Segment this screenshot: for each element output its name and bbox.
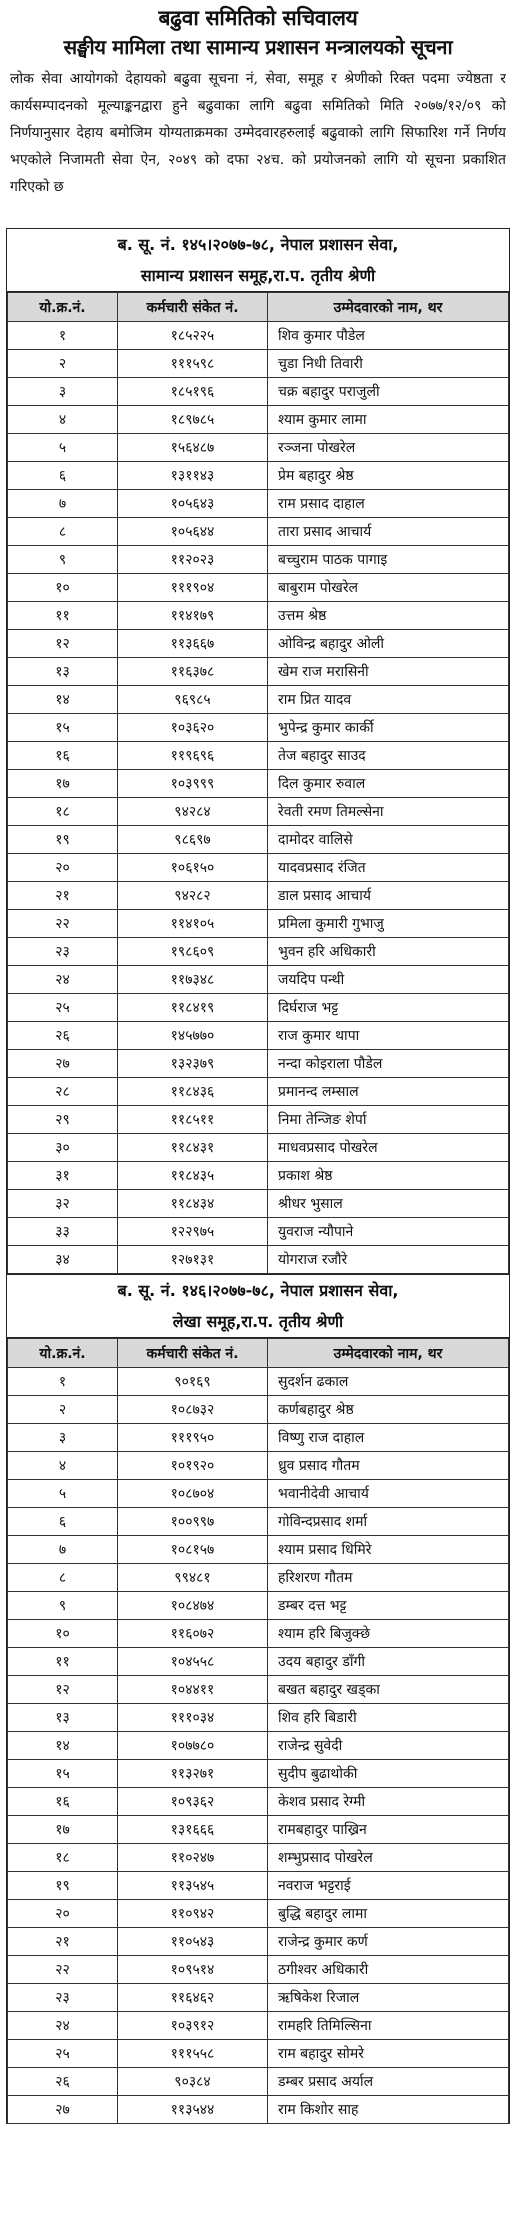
- employee-code-cell: ११०९४२: [118, 1900, 268, 1928]
- table-header-row: [8, 1339, 509, 1368]
- table-header-row: [8, 293, 509, 322]
- employee-code-cell: ११८४३४: [118, 1190, 268, 1218]
- candidate-name-cell: बुद्धि बहादुर लामा: [268, 1900, 509, 1928]
- candidate-name-cell: भुवन हरि अधिकारी: [268, 938, 509, 966]
- serial-cell: ५: [8, 434, 118, 462]
- candidate-name-cell: सुदर्शन ढकाल: [268, 1368, 509, 1396]
- intro-paragraph: लोक सेवा आयोगको देहायको बढुवा सूचना नं, सेवा, समूह र श्रेणीको रिक्त पदमा ज्येष्ठता र कार्यसम्पादनको मूल्याङ्कनद्वारा हुने बढुवाका लागि बढुवा समितिको मिति २०७७/१२/०९ को निर्णयानुसार देहाय बमोजिम योग्यताक्रमका उम्मेदवारहरुलाई बढुवाको लागि सिफारिश गर्ने निर्णय भएकोले निजामती सेवा ऐन, २०४९ को दफा २४च. को प्रयोजनको लागि यो सूचना प्रकाशित गरिएको छ: [10, 71, 506, 195]
- table-row: [8, 1106, 509, 1134]
- candidate-name-cell: श्याम प्रसाद धिमिरे: [268, 1536, 509, 1564]
- candidate-name-cell: राम बहादुर सोमरे: [268, 2040, 509, 2068]
- table-row: [8, 1564, 509, 1592]
- serial-cell: ७: [8, 490, 118, 518]
- employee-code-cell: १०३६२०: [118, 714, 268, 742]
- employee-code-cell: १८९७८५: [118, 406, 268, 434]
- serial-cell: ३४: [8, 1246, 118, 1274]
- candidate-table: [7, 1338, 509, 2124]
- candidate-name-cell: प्रमिला कुमारी गुभाजु: [268, 910, 509, 938]
- employee-code-cell: १३१६६६: [118, 1816, 268, 1844]
- candidate-name-cell: रञ्जना पोखरेल: [268, 434, 509, 462]
- page-title: बढुवा समितिको सचिवालय: [158, 6, 358, 30]
- employee-code-cell: ९४२८४: [118, 798, 268, 826]
- candidate-name-cell: हरिशरण गौतम: [268, 1564, 509, 1592]
- table-row: [8, 2012, 509, 2040]
- serial-cell: २३: [8, 938, 118, 966]
- serial-cell: १८: [8, 798, 118, 826]
- employee-code-cell: १०५६४४: [118, 518, 268, 546]
- serial-cell: ४: [8, 406, 118, 434]
- table-row: [8, 1368, 509, 1396]
- candidate-name-cell: रेवती रमण तिमल्सेना: [268, 798, 509, 826]
- table-row: [8, 1134, 509, 1162]
- serial-cell: २३: [8, 1984, 118, 2012]
- candidate-name-cell: कर्णबहादुर श्रेष्ठ: [268, 1396, 509, 1424]
- section-2: [6, 1274, 510, 2124]
- serial-cell: १५: [8, 714, 118, 742]
- serial-cell: २१: [8, 1928, 118, 1956]
- employee-code-cell: ११९६९६: [118, 742, 268, 770]
- candidate-name-cell: बाबुराम पोखरेल: [268, 574, 509, 602]
- code-header: कर्मचारी संकेत नं.: [118, 293, 268, 322]
- candidate-table: [7, 292, 509, 1274]
- table-row: [8, 518, 509, 546]
- candidate-name-cell: चक्र बहादुर पराजुली: [268, 378, 509, 406]
- code-header: कर्मचारी संकेत नं.: [118, 1339, 268, 1368]
- table-row: [8, 1620, 509, 1648]
- table-row: [8, 602, 509, 630]
- table-row: [8, 1900, 509, 1928]
- employee-code-cell: १११५९८: [118, 350, 268, 378]
- employee-code-cell: १११५५८: [118, 2040, 268, 2068]
- employee-code-cell: ११७३४८: [118, 966, 268, 994]
- serial-cell: ६: [8, 1508, 118, 1536]
- employee-code-cell: ११८४३६: [118, 1078, 268, 1106]
- notice: [6, 4, 510, 2124]
- table-row: [8, 462, 509, 490]
- employee-code-cell: ११३५४४: [118, 2096, 268, 2124]
- serial-cell: ७: [8, 1536, 118, 1564]
- employee-code-cell: १२७१३१: [118, 1246, 268, 1274]
- employee-code-cell: ११०२४७: [118, 1844, 268, 1872]
- employee-code-cell: ११३२७१: [118, 1760, 268, 1788]
- serial-cell: ६: [8, 462, 118, 490]
- candidate-name-cell: राम प्रित यादव: [268, 686, 509, 714]
- candidate-name-cell: डम्बर दत्त भट्ट: [268, 1592, 509, 1620]
- employee-code-cell: ११८४३१: [118, 1134, 268, 1162]
- serial-cell: २५: [8, 994, 118, 1022]
- table-row: [8, 378, 509, 406]
- candidate-name-cell: शिव कुमार पौडेल: [268, 322, 509, 350]
- serial-cell: १: [8, 1368, 118, 1396]
- candidate-name-cell: तेज बहादुर साउद: [268, 742, 509, 770]
- serial-cell: १७: [8, 770, 118, 798]
- table-row: [8, 798, 509, 826]
- employee-code-cell: १०४४११: [118, 1676, 268, 1704]
- table-row: [8, 406, 509, 434]
- employee-code-cell: १४५७७०: [118, 1022, 268, 1050]
- table-row: [8, 1676, 509, 1704]
- table-row: [8, 770, 509, 798]
- table-row: [8, 994, 509, 1022]
- employee-code-cell: १०८४७४: [118, 1592, 268, 1620]
- serial-cell: २८: [8, 1078, 118, 1106]
- employee-code-cell: १००९९७: [118, 1508, 268, 1536]
- employee-code-cell: १०९५१४: [118, 1956, 268, 1984]
- candidate-name-cell: जयदिप पन्थी: [268, 966, 509, 994]
- serial-cell: ११: [8, 602, 118, 630]
- candidate-name-cell: निमा तेन्जिङ शेर्पा: [268, 1106, 509, 1134]
- employee-code-cell: ११३६६७: [118, 630, 268, 658]
- candidate-name-cell: राजेन्द्र कुमार कर्ण: [268, 1928, 509, 1956]
- serial-cell: १: [8, 322, 118, 350]
- serial-cell: ३: [8, 1424, 118, 1452]
- candidate-name-cell: दिल कुमार रुवाल: [268, 770, 509, 798]
- serial-cell: ११: [8, 1648, 118, 1676]
- section-heading: ब. सू. नं. १४५।२०७७-७८, नेपाल प्रशासन सेवा,: [117, 235, 399, 254]
- serial-cell: १७: [8, 1816, 118, 1844]
- employee-code-cell: १९८६०९: [118, 938, 268, 966]
- serial-cell: २४: [8, 966, 118, 994]
- table-row: [8, 658, 509, 686]
- candidate-name-cell: चुडा निधी तिवारी: [268, 350, 509, 378]
- candidate-name-cell: तारा प्रसाद आचार्य: [268, 518, 509, 546]
- employee-code-cell: १०७७८०: [118, 1732, 268, 1760]
- candidate-name-cell: दिर्घराज भट्ट: [268, 994, 509, 1022]
- serial-cell: १३: [8, 658, 118, 686]
- candidate-name-cell: ध्रुव प्रसाद गौतम: [268, 1452, 509, 1480]
- candidate-name-cell: युवराज न्यौपाने: [268, 1218, 509, 1246]
- table-row: [8, 938, 509, 966]
- table-row: [8, 1508, 509, 1536]
- candidate-name-cell: श्याम हरि बिजुक्छे: [268, 1620, 509, 1648]
- candidate-name-cell: श्याम कुमार लामा: [268, 406, 509, 434]
- employee-code-cell: १११९५०: [118, 1424, 268, 1452]
- employee-code-cell: १०६१५०: [118, 854, 268, 882]
- serial-cell: ८: [8, 1564, 118, 1592]
- employee-code-cell: १०८७०४: [118, 1480, 268, 1508]
- table-row: [8, 1732, 509, 1760]
- candidate-name-cell: राजेन्द्र सुवेदी: [268, 1732, 509, 1760]
- employee-code-cell: १८५१९६: [118, 378, 268, 406]
- serial-cell: १०: [8, 1620, 118, 1648]
- candidate-name-cell: खेम राज मरासिनी: [268, 658, 509, 686]
- serial-cell: २१: [8, 882, 118, 910]
- table-row: [8, 434, 509, 462]
- employee-code-cell: ११८४१९: [118, 994, 268, 1022]
- serial-cell: १२: [8, 1676, 118, 1704]
- employee-code-cell: १०४५५८: [118, 1648, 268, 1676]
- serial-cell: २५: [8, 2040, 118, 2068]
- table-row: [8, 1022, 509, 1050]
- serial-cell: ५: [8, 1480, 118, 1508]
- table-row: [8, 1928, 509, 1956]
- table-row: [8, 826, 509, 854]
- employee-code-cell: ९९४८१: [118, 1564, 268, 1592]
- table-row: [8, 1536, 509, 1564]
- employee-code-cell: ११४१०५: [118, 910, 268, 938]
- employee-code-cell: १०५६४३: [118, 490, 268, 518]
- candidate-name-cell: दामोदर वालिसे: [268, 826, 509, 854]
- table-row: [8, 490, 509, 518]
- serial-cell: २६: [8, 2068, 118, 2096]
- employee-code-cell: ११६४६२: [118, 1984, 268, 2012]
- serial-cell: १५: [8, 1760, 118, 1788]
- serial-cell: ३०: [8, 1134, 118, 1162]
- candidate-name-cell: बखत बहादुर खड्का: [268, 1676, 509, 1704]
- serial-cell: १४: [8, 1732, 118, 1760]
- table-row: [8, 1648, 509, 1676]
- table-row: [8, 322, 509, 350]
- section-1: [6, 228, 510, 1274]
- serial-cell: ८: [8, 518, 118, 546]
- serial-cell: १६: [8, 1788, 118, 1816]
- serial-cell: २४: [8, 2012, 118, 2040]
- serial-cell: १६: [8, 742, 118, 770]
- employee-code-cell: ९०३८४: [118, 2068, 268, 2096]
- employee-code-cell: ११०५४३: [118, 1928, 268, 1956]
- candidate-name-cell: नवराज भट्टराई: [268, 1872, 509, 1900]
- serial-cell: २७: [8, 1050, 118, 1078]
- employee-code-cell: ९०१६९: [118, 1368, 268, 1396]
- candidate-name-cell: शिव हरि बिडारी: [268, 1704, 509, 1732]
- employee-code-cell: १११०३४: [118, 1704, 268, 1732]
- employee-code-cell: ११८५११: [118, 1106, 268, 1134]
- serial-cell: ३: [8, 378, 118, 406]
- page-subtitle: सङ्घीय मामिला तथा सामान्य प्रशासन मन्त्रालयको सूचना: [63, 35, 453, 59]
- table-row: [8, 1760, 509, 1788]
- section-subheading: लेखा समूह,रा.प. तृतीय श्रेणी: [7, 1306, 509, 1338]
- employee-code-cell: १०३९१२: [118, 2012, 268, 2040]
- employee-code-cell: ९६९८५: [118, 686, 268, 714]
- candidate-name-cell: ओविन्द्र बहादुर ओली: [268, 630, 509, 658]
- employee-code-cell: १८५२२५: [118, 322, 268, 350]
- table-row: [8, 1788, 509, 1816]
- candidate-name-cell: योगराज रजौरे: [268, 1246, 509, 1274]
- name-header: उम्मेदवारको नाम, थर: [268, 293, 509, 322]
- candidate-name-cell: ऋषिकेश रिजाल: [268, 1984, 509, 2012]
- employee-code-cell: ११८४३५: [118, 1162, 268, 1190]
- candidate-name-cell: विष्णु राज दाहाल: [268, 1424, 509, 1452]
- table-row: [8, 1162, 509, 1190]
- candidate-name-cell: गोविन्दप्रसाद शर्मा: [268, 1508, 509, 1536]
- serial-cell: २०: [8, 1900, 118, 1928]
- table-row: [8, 1592, 509, 1620]
- table-row: [8, 966, 509, 994]
- table-row: [8, 1246, 509, 1274]
- table-row: [8, 1190, 509, 1218]
- employee-code-cell: १२२९७५: [118, 1218, 268, 1246]
- candidate-name-cell: डाल प्रसाद आचार्य: [268, 882, 509, 910]
- serial-header: यो.क्र.नं.: [8, 1339, 118, 1368]
- employee-code-cell: ११६०७२: [118, 1620, 268, 1648]
- candidate-name-cell: शम्भुप्रसाद पोखरेल: [268, 1844, 509, 1872]
- candidate-name-cell: रामहरि तिमिल्सिना: [268, 2012, 509, 2040]
- serial-cell: १९: [8, 826, 118, 854]
- serial-cell: १४: [8, 686, 118, 714]
- serial-header: यो.क्र.नं.: [8, 293, 118, 322]
- table-row: [8, 1452, 509, 1480]
- table-row: [8, 714, 509, 742]
- candidate-name-cell: राम किशोर साह: [268, 2096, 509, 2124]
- candidate-name-cell: उदय बहादुर डाँगी: [268, 1648, 509, 1676]
- candidate-name-cell: बच्चुराम पाठक पागाइ: [268, 546, 509, 574]
- serial-cell: १९: [8, 1872, 118, 1900]
- serial-cell: ३३: [8, 1218, 118, 1246]
- table-row: [8, 1844, 509, 1872]
- candidate-name-cell: केशव प्रसाद रेग्मी: [268, 1788, 509, 1816]
- employee-code-cell: १११९०४: [118, 574, 268, 602]
- candidate-name-cell: राम प्रसाद दाहाल: [268, 490, 509, 518]
- table-row: [8, 742, 509, 770]
- serial-cell: १३: [8, 1704, 118, 1732]
- table-row: [8, 574, 509, 602]
- candidate-name-cell: श्रीधर भुसाल: [268, 1190, 509, 1218]
- candidate-name-cell: सुदीप बुढाथोकी: [268, 1760, 509, 1788]
- table-row: [8, 1704, 509, 1732]
- serial-cell: ३२: [8, 1190, 118, 1218]
- table-row: [8, 630, 509, 658]
- section-subheading: सामान्य प्रशासन समूह,रा.प. तृतीय श्रेणी: [7, 260, 509, 292]
- table-row: [8, 1396, 509, 1424]
- name-header: उम्मेदवारको नाम, थर: [268, 1339, 509, 1368]
- candidate-name-cell: उत्तम श्रेष्ठ: [268, 602, 509, 630]
- serial-cell: २: [8, 1396, 118, 1424]
- employee-code-cell: १३२३७९: [118, 1050, 268, 1078]
- candidate-name-cell: प्रमानन्द लम्साल: [268, 1078, 509, 1106]
- table-row: [8, 2096, 509, 2124]
- table-row: [8, 910, 509, 938]
- table-row: [8, 1218, 509, 1246]
- employee-code-cell: १०८१५७: [118, 1536, 268, 1564]
- candidate-name-cell: नन्दा कोइराला पौडेल: [268, 1050, 509, 1078]
- serial-cell: २९: [8, 1106, 118, 1134]
- table-row: [8, 1956, 509, 1984]
- serial-cell: २: [8, 350, 118, 378]
- candidate-name-cell: भवानीदेवी आचार्य: [268, 1480, 509, 1508]
- employee-code-cell: १०१९२०: [118, 1452, 268, 1480]
- employee-code-cell: ९४२८२: [118, 882, 268, 910]
- table-row: [8, 2040, 509, 2068]
- serial-cell: १०: [8, 574, 118, 602]
- employee-code-cell: १५६४८७: [118, 434, 268, 462]
- serial-cell: २७: [8, 2096, 118, 2124]
- candidate-name-cell: यादवप्रसाद रंजित: [268, 854, 509, 882]
- employee-code-cell: १३११४३: [118, 462, 268, 490]
- table-row: [8, 882, 509, 910]
- candidate-name-cell: प्रेम बहादुर श्रेष्ठ: [268, 462, 509, 490]
- candidate-name-cell: भुपेन्द्र कुमार कार्की: [268, 714, 509, 742]
- serial-cell: १८: [8, 1844, 118, 1872]
- table-row: [8, 546, 509, 574]
- candidate-name-cell: रामबहादुर पाख्रिन: [268, 1816, 509, 1844]
- employee-code-cell: १०९३६२: [118, 1788, 268, 1816]
- table-row: [8, 1050, 509, 1078]
- candidate-name-cell: राज कुमार थापा: [268, 1022, 509, 1050]
- serial-cell: २०: [8, 854, 118, 882]
- table-row: [8, 2068, 509, 2096]
- table-row: [8, 350, 509, 378]
- serial-cell: ९: [8, 1592, 118, 1620]
- table-row: [8, 1984, 509, 2012]
- table-row: [8, 1816, 509, 1844]
- candidate-name-cell: माधवप्रसाद पोखरेल: [268, 1134, 509, 1162]
- employee-code-cell: १०३९९९: [118, 770, 268, 798]
- serial-cell: ९: [8, 546, 118, 574]
- candidate-name-cell: ठगीश्वर अधिकारी: [268, 1956, 509, 1984]
- serial-cell: २२: [8, 1956, 118, 1984]
- employee-code-cell: १०८७३२: [118, 1396, 268, 1424]
- table-row: [8, 686, 509, 714]
- section-heading: ब. सू. नं. १४६।२०७७-७८, नेपाल प्रशासन सेवा,: [117, 1281, 399, 1300]
- employee-code-cell: ११६३७८: [118, 658, 268, 686]
- candidate-name-cell: प्रकाश श्रेष्ठ: [268, 1162, 509, 1190]
- candidate-name-cell: डम्बर प्रसाद अर्याल: [268, 2068, 509, 2096]
- table-row: [8, 1078, 509, 1106]
- serial-cell: ३१: [8, 1162, 118, 1190]
- serial-cell: २२: [8, 910, 118, 938]
- serial-cell: १२: [8, 630, 118, 658]
- table-row: [8, 1480, 509, 1508]
- employee-code-cell: ९८६९७: [118, 826, 268, 854]
- employee-code-cell: ११४१७९: [118, 602, 268, 630]
- employee-code-cell: ११३५४५: [118, 1872, 268, 1900]
- table-row: [8, 1424, 509, 1452]
- employee-code-cell: ११२०२३: [118, 546, 268, 574]
- table-row: [8, 1872, 509, 1900]
- table-row: [8, 854, 509, 882]
- sections: [6, 228, 510, 2124]
- serial-cell: ४: [8, 1452, 118, 1480]
- serial-cell: २६: [8, 1022, 118, 1050]
